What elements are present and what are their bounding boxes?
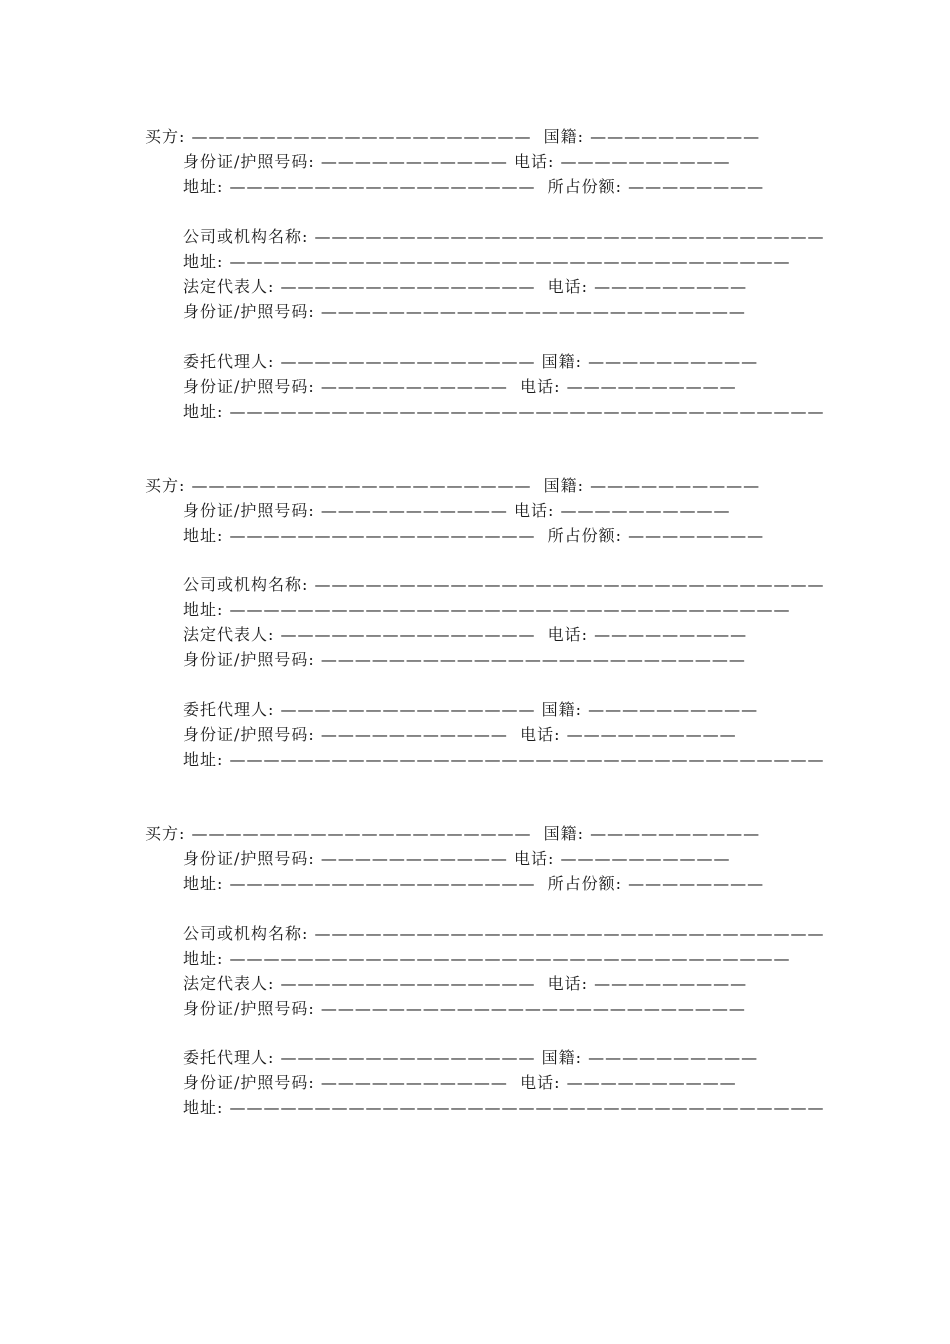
buyer-blank[interactable]: ————————————————————	[191, 824, 532, 843]
agent-address-blank[interactable]: ———————————————————————————————————	[229, 402, 825, 421]
id-label: 身份证/护照号码:	[183, 501, 315, 520]
phone-blank[interactable]: —————————	[594, 277, 748, 296]
buyer-label: 买方:	[145, 127, 186, 146]
address-label: 地址:	[183, 750, 224, 769]
id-label: 身份证/护照号码:	[183, 725, 315, 744]
company-address-line	[183, 598, 791, 622]
nationality-label: 国籍:	[543, 476, 585, 495]
address-label: 地址:	[183, 526, 224, 545]
agent-blank[interactable]: ———————————————	[280, 352, 536, 371]
phone-label: 电话:	[520, 377, 561, 396]
nationality-blank[interactable]: ——————————	[590, 824, 761, 843]
share-blank[interactable]: ————————	[628, 526, 765, 545]
phone-blank[interactable]: ——————————	[560, 501, 731, 520]
buyer-blank[interactable]: ————————————————————	[191, 476, 532, 495]
buyer-line	[145, 822, 760, 846]
address-blank[interactable]: ——————————————————	[229, 177, 536, 196]
phone-label: 电话:	[513, 849, 555, 868]
buyer-blank[interactable]: ————————————————————	[191, 127, 532, 146]
legal-rep-id-line	[183, 300, 746, 324]
company-name-line	[183, 225, 825, 249]
legal-rep-line	[183, 972, 747, 996]
buyer-id-line	[183, 847, 730, 871]
address-label: 地址:	[183, 402, 224, 421]
id-label: 身份证/护照号码:	[183, 377, 315, 396]
buyer-id-line	[183, 150, 730, 174]
company-address-blank[interactable]: —————————————————————————————————	[229, 949, 791, 968]
phone-label: 电话:	[547, 625, 589, 644]
phone-blank[interactable]: —————————	[594, 974, 748, 993]
id-label: 身份证/护照号码:	[183, 1073, 315, 1092]
agent-address-blank[interactable]: ———————————————————————————————————	[229, 1098, 825, 1117]
legal-rep-blank[interactable]: ———————————————	[280, 277, 536, 296]
share-blank[interactable]: ————————	[628, 177, 765, 196]
legal-rep-label: 法定代表人:	[183, 277, 275, 296]
phone-blank[interactable]: ——————————	[566, 377, 737, 396]
buyer-line	[145, 125, 760, 149]
id-blank[interactable]: —————————————————————————	[320, 999, 746, 1018]
phone-blank[interactable]: ——————————	[560, 152, 731, 171]
company-name-label: 公司或机构名称:	[183, 924, 309, 943]
phone-label: 电话:	[520, 725, 561, 744]
company-name-blank[interactable]: ——————————————————————————————	[314, 575, 825, 594]
nationality-blank[interactable]: ——————————	[588, 352, 759, 371]
company-address-blank[interactable]: —————————————————————————————————	[229, 600, 791, 619]
company-name-label: 公司或机构名称:	[183, 227, 309, 246]
agent-address-blank[interactable]: ———————————————————————————————————	[229, 750, 825, 769]
buyer-address-line	[183, 175, 764, 199]
company-name-label: 公司或机构名称:	[183, 575, 309, 594]
company-address-blank[interactable]: —————————————————————————————————	[229, 252, 791, 271]
id-blank[interactable]: —————————————————————————	[320, 650, 746, 669]
phone-label: 电话:	[513, 152, 555, 171]
nationality-label: 国籍:	[543, 127, 585, 146]
nationality-blank[interactable]: ——————————	[590, 476, 761, 495]
agent-label: 委托代理人:	[183, 1048, 275, 1067]
nationality-label: 国籍:	[541, 352, 582, 371]
company-name-blank[interactable]: ——————————————————————————————	[314, 227, 825, 246]
id-label: 身份证/护照号码:	[183, 302, 315, 321]
id-blank[interactable]: ———————————	[320, 725, 508, 744]
legal-rep-label: 法定代表人:	[183, 974, 275, 993]
company-name-line	[183, 573, 825, 597]
agent-line	[183, 1046, 758, 1070]
agent-address-line	[183, 400, 825, 424]
address-label: 地址:	[183, 1098, 224, 1117]
nationality-label: 国籍:	[541, 700, 582, 719]
legal-rep-line	[183, 275, 747, 299]
agent-id-line	[183, 375, 737, 399]
phone-blank[interactable]: ——————————	[560, 849, 731, 868]
address-blank[interactable]: ——————————————————	[229, 874, 536, 893]
agent-id-line	[183, 723, 737, 747]
id-label: 身份证/护照号码:	[183, 650, 315, 669]
address-label: 地址:	[183, 874, 224, 893]
id-blank[interactable]: ———————————	[320, 377, 508, 396]
nationality-label: 国籍:	[543, 824, 585, 843]
id-blank[interactable]: —————————————————————————	[320, 302, 746, 321]
phone-label: 电话:	[547, 277, 589, 296]
nationality-blank[interactable]: ——————————	[588, 700, 759, 719]
legal-rep-blank[interactable]: ———————————————	[280, 974, 536, 993]
agent-label: 委托代理人:	[183, 352, 275, 371]
id-label: 身份证/护照号码:	[183, 849, 315, 868]
nationality-blank[interactable]: ——————————	[590, 127, 761, 146]
id-blank[interactable]: ———————————	[320, 501, 508, 520]
address-label: 地址:	[183, 949, 224, 968]
phone-blank[interactable]: —————————	[594, 625, 748, 644]
legal-rep-line	[183, 623, 747, 647]
buyer-line	[145, 474, 760, 498]
legal-rep-id-line	[183, 648, 746, 672]
legal-rep-id-line	[183, 997, 746, 1021]
share-label: 所占份额:	[547, 177, 623, 196]
agent-label: 委托代理人:	[183, 700, 275, 719]
buyer-address-line	[183, 524, 764, 548]
agent-line	[183, 350, 758, 374]
buyer-id-line	[183, 499, 730, 523]
address-blank[interactable]: ——————————————————	[229, 526, 536, 545]
phone-label: 电话:	[513, 501, 555, 520]
agent-address-line	[183, 748, 825, 772]
agent-address-line	[183, 1096, 825, 1120]
legal-rep-blank[interactable]: ———————————————	[280, 625, 536, 644]
id-label: 身份证/护照号码:	[183, 152, 315, 171]
buyer-address-line	[183, 872, 764, 896]
share-blank[interactable]: ————————	[628, 874, 765, 893]
company-name-line	[183, 922, 825, 946]
id-blank[interactable]: ———————————	[320, 152, 508, 171]
buyer-label: 买方:	[145, 824, 186, 843]
id-label: 身份证/护照号码:	[183, 999, 315, 1018]
agent-blank[interactable]: ———————————————	[280, 1048, 536, 1067]
share-label: 所占份额:	[547, 526, 623, 545]
buyer-label: 买方:	[145, 476, 186, 495]
company-address-line	[183, 250, 791, 274]
agent-line	[183, 698, 758, 722]
address-label: 地址:	[183, 252, 224, 271]
agent-blank[interactable]: ———————————————	[280, 700, 536, 719]
legal-rep-label: 法定代表人:	[183, 625, 275, 644]
address-label: 地址:	[183, 600, 224, 619]
share-label: 所占份额:	[547, 874, 623, 893]
nationality-blank[interactable]: ——————————	[588, 1048, 759, 1067]
address-label: 地址:	[183, 177, 224, 196]
company-name-blank[interactable]: ——————————————————————————————	[314, 924, 825, 943]
agent-id-line	[183, 1071, 737, 1095]
id-blank[interactable]: ———————————	[320, 849, 508, 868]
company-address-line	[183, 947, 791, 971]
nationality-label: 国籍:	[541, 1048, 582, 1067]
phone-blank[interactable]: ——————————	[566, 725, 737, 744]
phone-label: 电话:	[547, 974, 589, 993]
phone-blank[interactable]: ——————————	[566, 1073, 737, 1092]
id-blank[interactable]: ———————————	[320, 1073, 508, 1092]
phone-label: 电话:	[520, 1073, 561, 1092]
